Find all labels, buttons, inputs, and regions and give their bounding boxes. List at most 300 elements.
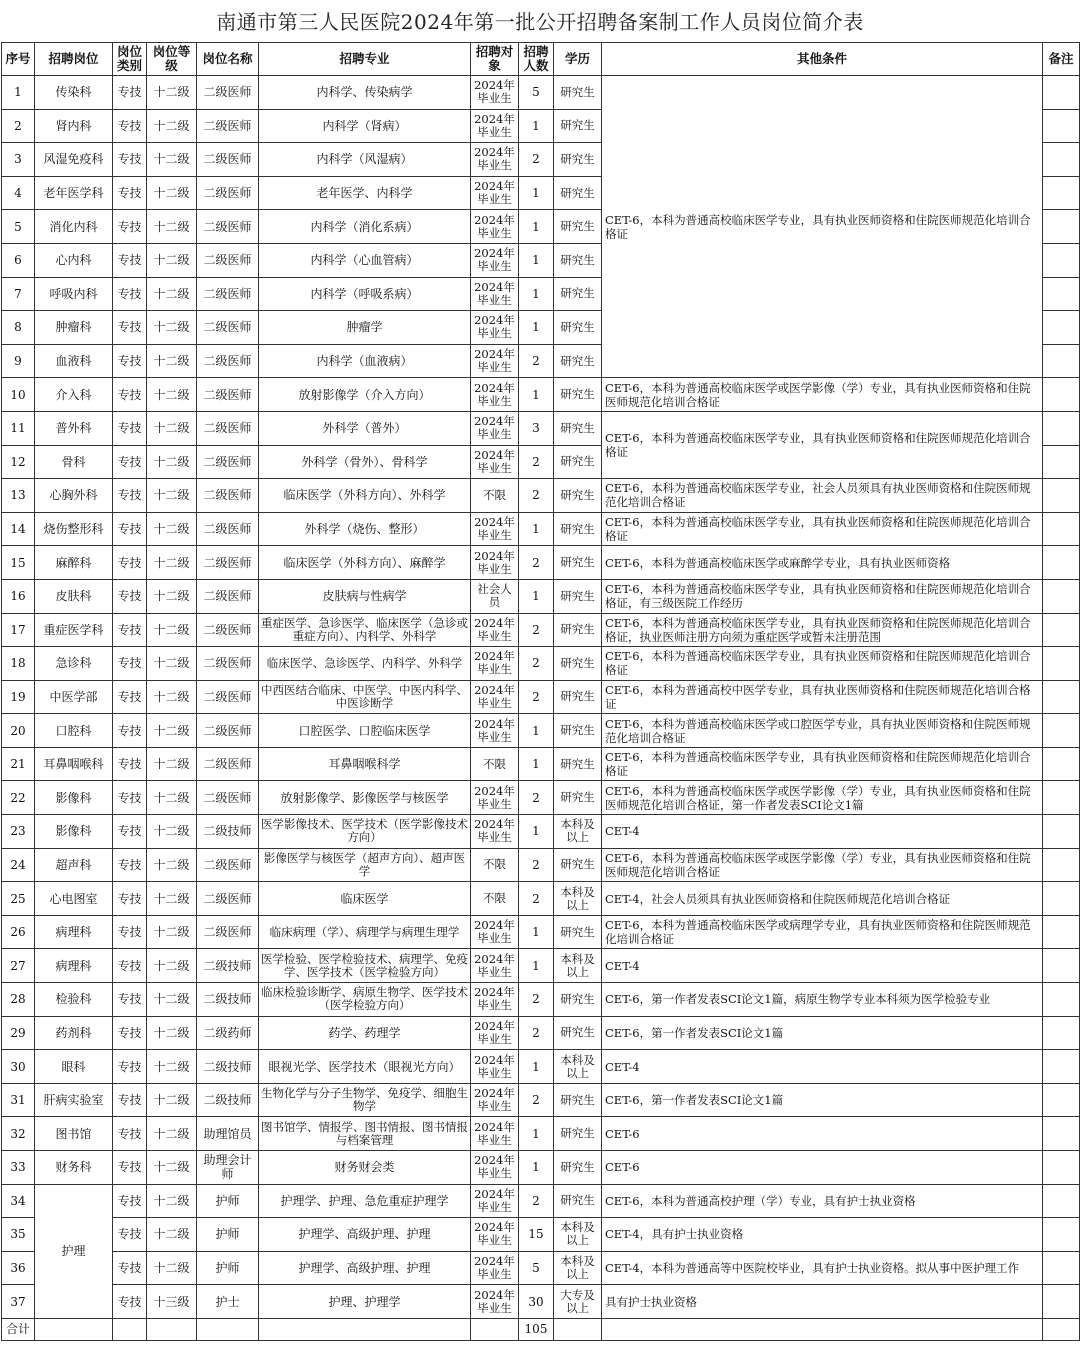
grade-cell: 十二级 bbox=[147, 983, 197, 1017]
education-cell: 研究生 bbox=[554, 1117, 602, 1151]
major-cell: 护理、护理学 bbox=[259, 1285, 471, 1319]
table-row bbox=[2, 411, 1080, 445]
grade-cell: 十二级 bbox=[147, 479, 197, 513]
position-cell: 普外科 bbox=[35, 411, 113, 445]
count-cell: 3 bbox=[519, 411, 554, 445]
count-cell: 1 bbox=[519, 210, 554, 244]
position-cell: 消化内科 bbox=[35, 210, 113, 244]
grade-cell: 十二级 bbox=[147, 747, 197, 781]
education-cell: 研究生 bbox=[554, 243, 602, 277]
grade-cell: 十二级 bbox=[147, 210, 197, 244]
conditions-cell: CET-4，社会人员须具有执业医师资格和住院医师规范化培训合格证 bbox=[602, 882, 1043, 916]
job-title-cell: 二级医师 bbox=[197, 277, 259, 311]
category-cell: 专技 bbox=[113, 1117, 147, 1151]
category-cell: 专技 bbox=[113, 647, 147, 681]
grade-cell: 十二级 bbox=[147, 1151, 197, 1185]
category-cell: 专技 bbox=[113, 848, 147, 882]
target-cell: 2024年毕业生 bbox=[471, 311, 519, 345]
job-title-cell: 二级医师 bbox=[197, 882, 259, 916]
major-cell: 内科学（心血管病） bbox=[259, 243, 471, 277]
education-cell: 研究生 bbox=[554, 109, 602, 143]
grade-cell: 十二级 bbox=[147, 109, 197, 143]
target-cell: 不限 bbox=[471, 848, 519, 882]
education-cell: 大专及以上 bbox=[554, 1285, 602, 1319]
grade-cell: 十二级 bbox=[147, 848, 197, 882]
grade-cell: 十二级 bbox=[147, 613, 197, 647]
target-cell: 2024年毕业生 bbox=[471, 781, 519, 815]
position-cell: 心内科 bbox=[35, 243, 113, 277]
count-cell: 2 bbox=[519, 445, 554, 479]
education-cell: 研究生 bbox=[554, 848, 602, 882]
job-title-cell: 二级医师 bbox=[197, 76, 259, 110]
grade-cell: 十二级 bbox=[147, 579, 197, 613]
count-cell: 1 bbox=[519, 512, 554, 546]
count-cell: 2 bbox=[519, 613, 554, 647]
category-cell: 专技 bbox=[113, 815, 147, 849]
conditions-cell: CET-4，本科为普通高等中医院校毕业，具有护士执业资格。拟从事中医护理工作 bbox=[602, 1251, 1043, 1285]
category-cell: 专技 bbox=[113, 76, 147, 110]
count-cell: 2 bbox=[519, 848, 554, 882]
count-cell: 1 bbox=[519, 949, 554, 983]
table-row bbox=[2, 1151, 1080, 1185]
count-cell: 1 bbox=[519, 1117, 554, 1151]
target-cell: 2024年毕业生 bbox=[471, 176, 519, 210]
remarks-cell bbox=[1043, 1251, 1080, 1285]
category-cell: 专技 bbox=[113, 1218, 147, 1252]
row-number: 7 bbox=[2, 277, 35, 311]
major-cell: 内科学（消化系病） bbox=[259, 210, 471, 244]
table-row bbox=[2, 747, 1080, 781]
table-row bbox=[2, 613, 1080, 647]
remarks-cell bbox=[1043, 378, 1080, 412]
category-cell: 专技 bbox=[113, 949, 147, 983]
conditions-cell: CET-6 bbox=[602, 1117, 1043, 1151]
position-cell: 超声科 bbox=[35, 848, 113, 882]
target-cell: 2024年毕业生 bbox=[471, 210, 519, 244]
job-title-cell: 二级医师 bbox=[197, 680, 259, 714]
target-cell: 2024年毕业生 bbox=[471, 445, 519, 479]
total-empty-cell bbox=[147, 1318, 197, 1340]
category-cell: 专技 bbox=[113, 882, 147, 916]
category-cell: 专技 bbox=[113, 512, 147, 546]
position-cell: 老年医学科 bbox=[35, 176, 113, 210]
category-cell: 专技 bbox=[113, 311, 147, 345]
grade-cell: 十二级 bbox=[147, 76, 197, 110]
row-number: 4 bbox=[2, 176, 35, 210]
education-cell: 研究生 bbox=[554, 983, 602, 1017]
grade-cell: 十二级 bbox=[147, 781, 197, 815]
table-row bbox=[2, 983, 1080, 1017]
remarks-cell bbox=[1043, 1050, 1080, 1084]
major-cell: 临床医学（外科方向）、麻醉学 bbox=[259, 546, 471, 580]
position-cell: 耳鼻咽喉科 bbox=[35, 747, 113, 781]
education-cell: 研究生 bbox=[554, 344, 602, 378]
row-number: 23 bbox=[2, 815, 35, 849]
header-cell: 招聘岗位 bbox=[35, 43, 113, 76]
category-cell: 专技 bbox=[113, 445, 147, 479]
category-cell: 专技 bbox=[113, 747, 147, 781]
remarks-cell bbox=[1043, 680, 1080, 714]
job-title-cell: 护士 bbox=[197, 1285, 259, 1319]
grade-cell: 十二级 bbox=[147, 680, 197, 714]
table-row bbox=[2, 1050, 1080, 1084]
row-number: 26 bbox=[2, 915, 35, 949]
category-cell: 专技 bbox=[113, 1285, 147, 1319]
grade-cell: 十二级 bbox=[147, 815, 197, 849]
education-cell: 研究生 bbox=[554, 512, 602, 546]
education-cell: 研究生 bbox=[554, 210, 602, 244]
education-cell: 研究生 bbox=[554, 915, 602, 949]
row-number: 9 bbox=[2, 344, 35, 378]
target-cell: 不限 bbox=[471, 479, 519, 513]
education-cell: 研究生 bbox=[554, 647, 602, 681]
major-cell: 护理学、高级护理、护理 bbox=[259, 1251, 471, 1285]
education-cell: 研究生 bbox=[554, 546, 602, 580]
category-cell: 专技 bbox=[113, 714, 147, 748]
count-cell: 1 bbox=[519, 311, 554, 345]
target-cell: 2024年毕业生 bbox=[471, 915, 519, 949]
count-cell: 1 bbox=[519, 109, 554, 143]
job-title-cell: 二级医师 bbox=[197, 848, 259, 882]
count-cell: 2 bbox=[519, 882, 554, 916]
row-number: 36 bbox=[2, 1251, 35, 1285]
position-cell: 肝病实验室 bbox=[35, 1083, 113, 1117]
major-cell: 临床检验诊断学、病原生物学、医学技术（医学检验方向） bbox=[259, 983, 471, 1017]
major-cell: 重症医学、急诊医学、临床医学（急诊或重症方向）、内科学、外科学 bbox=[259, 613, 471, 647]
conditions-cell: CET-6，本科为普通高校临床医学专业，具有执业医师资格和住院医师规范化培训合格证 bbox=[602, 647, 1043, 681]
grade-cell: 十二级 bbox=[147, 1218, 197, 1252]
education-cell: 研究生 bbox=[554, 1016, 602, 1050]
row-number: 33 bbox=[2, 1151, 35, 1185]
target-cell: 社会人员 bbox=[471, 579, 519, 613]
position-cell: 肾内科 bbox=[35, 109, 113, 143]
grade-cell: 十二级 bbox=[147, 143, 197, 177]
row-number: 10 bbox=[2, 378, 35, 412]
header-cell: 其他条件 bbox=[602, 43, 1043, 76]
grade-cell: 十二级 bbox=[147, 176, 197, 210]
education-cell: 本科及以上 bbox=[554, 882, 602, 916]
remarks-cell bbox=[1043, 882, 1080, 916]
major-cell: 外科学（普外） bbox=[259, 411, 471, 445]
row-number: 29 bbox=[2, 1016, 35, 1050]
count-cell: 30 bbox=[519, 1285, 554, 1319]
remarks-cell bbox=[1043, 579, 1080, 613]
position-cell: 影像科 bbox=[35, 781, 113, 815]
major-cell: 生物化学与分子生物学、免疫学、细胞生物学 bbox=[259, 1083, 471, 1117]
table-row bbox=[2, 1285, 1080, 1319]
job-title-cell: 二级药师 bbox=[197, 1016, 259, 1050]
job-title-cell: 二级医师 bbox=[197, 747, 259, 781]
job-title-cell: 二级医师 bbox=[197, 109, 259, 143]
position-cell: 药剂科 bbox=[35, 1016, 113, 1050]
count-cell: 5 bbox=[519, 1251, 554, 1285]
education-cell: 本科及以上 bbox=[554, 1218, 602, 1252]
table-row bbox=[2, 1016, 1080, 1050]
count-cell: 2 bbox=[519, 143, 554, 177]
category-cell: 专技 bbox=[113, 344, 147, 378]
major-cell: 眼视光学、医学技术（眼视光方向） bbox=[259, 1050, 471, 1084]
table-row bbox=[2, 579, 1080, 613]
row-number: 22 bbox=[2, 781, 35, 815]
grade-cell: 十二级 bbox=[147, 714, 197, 748]
major-cell: 口腔医学、口腔临床医学 bbox=[259, 714, 471, 748]
major-cell: 老年医学、内科学 bbox=[259, 176, 471, 210]
category-cell: 专技 bbox=[113, 277, 147, 311]
target-cell: 2024年毕业生 bbox=[471, 277, 519, 311]
row-number: 34 bbox=[2, 1184, 35, 1218]
category-cell: 专技 bbox=[113, 915, 147, 949]
count-cell: 2 bbox=[519, 647, 554, 681]
conditions-cell: CET-6，本科为普通高校临床医学或麻醉学专业，具有执业医师资格 bbox=[602, 546, 1043, 580]
page-title: 南通市第三人民医院2024年第一批公开招聘备案制工作人员岗位简介表 bbox=[216, 10, 864, 34]
count-cell: 1 bbox=[519, 1050, 554, 1084]
category-cell: 专技 bbox=[113, 109, 147, 143]
grade-cell: 十二级 bbox=[147, 277, 197, 311]
job-title-cell: 二级医师 bbox=[197, 647, 259, 681]
count-cell: 2 bbox=[519, 546, 554, 580]
major-cell: 内科学（风湿病） bbox=[259, 143, 471, 177]
target-cell: 2024年毕业生 bbox=[471, 1117, 519, 1151]
target-cell: 2024年毕业生 bbox=[471, 76, 519, 110]
grade-cell: 十二级 bbox=[147, 1016, 197, 1050]
job-title-cell: 二级技师 bbox=[197, 1083, 259, 1117]
total-empty-cell bbox=[113, 1318, 147, 1340]
row-number: 3 bbox=[2, 143, 35, 177]
category-cell: 专技 bbox=[113, 1184, 147, 1218]
table-row bbox=[2, 512, 1080, 546]
count-cell: 1 bbox=[519, 277, 554, 311]
table-row bbox=[2, 76, 1080, 110]
grade-cell: 十二级 bbox=[147, 1251, 197, 1285]
major-cell: 护理学、护理、急危重症护理学 bbox=[259, 1184, 471, 1218]
position-cell: 中医学部 bbox=[35, 680, 113, 714]
count-cell: 2 bbox=[519, 1016, 554, 1050]
major-cell: 外科学（烧伤、整形） bbox=[259, 512, 471, 546]
table-row bbox=[2, 680, 1080, 714]
total-empty-cell bbox=[35, 1318, 113, 1340]
grade-cell: 十二级 bbox=[147, 243, 197, 277]
conditions-cell: CET-4 bbox=[602, 949, 1043, 983]
remarks-cell bbox=[1043, 1218, 1080, 1252]
conditions-cell: CET-6，本科为普通高校临床医学专业，具有执业医师资格和住院医师规范化培训合格证，有三级医院工作经历 bbox=[602, 579, 1043, 613]
category-cell: 专技 bbox=[113, 1251, 147, 1285]
total-empty-cell bbox=[197, 1318, 259, 1340]
count-cell: 1 bbox=[519, 176, 554, 210]
conditions-cell: CET-6，本科为普通高校临床医学或口腔医学专业，具有执业医师资格和住院医师规范化培训合格证 bbox=[602, 714, 1043, 748]
major-cell: 外科学（骨外）、骨科学 bbox=[259, 445, 471, 479]
major-cell: 放射影像学、影像医学与核医学 bbox=[259, 781, 471, 815]
major-cell: 临床病理（学）、病理学与病理生理学 bbox=[259, 915, 471, 949]
category-cell: 专技 bbox=[113, 579, 147, 613]
remarks-cell bbox=[1043, 1083, 1080, 1117]
count-cell: 1 bbox=[519, 714, 554, 748]
grade-cell: 十二级 bbox=[147, 411, 197, 445]
remarks-cell bbox=[1043, 176, 1080, 210]
remarks-cell bbox=[1043, 1285, 1080, 1319]
major-cell: 肿瘤学 bbox=[259, 311, 471, 345]
education-cell: 研究生 bbox=[554, 680, 602, 714]
remarks-cell bbox=[1043, 714, 1080, 748]
target-cell: 2024年毕业生 bbox=[471, 143, 519, 177]
education-cell: 研究生 bbox=[554, 76, 602, 110]
education-cell: 研究生 bbox=[554, 176, 602, 210]
header-row bbox=[2, 43, 1080, 76]
grade-cell: 十二级 bbox=[147, 311, 197, 345]
job-title-cell: 二级医师 bbox=[197, 176, 259, 210]
total-row bbox=[2, 1318, 1080, 1340]
grade-cell: 十二级 bbox=[147, 1184, 197, 1218]
conditions-cell: CET-4，具有护士执业资格 bbox=[602, 1218, 1043, 1252]
target-cell: 2024年毕业生 bbox=[471, 714, 519, 748]
position-cell: 呼吸内科 bbox=[35, 277, 113, 311]
major-cell: 放射影像学（介入方向） bbox=[259, 378, 471, 412]
education-cell: 本科及以上 bbox=[554, 949, 602, 983]
job-title-cell: 二级医师 bbox=[197, 344, 259, 378]
position-cell: 口腔科 bbox=[35, 714, 113, 748]
target-cell: 2024年毕业生 bbox=[471, 815, 519, 849]
count-cell: 2 bbox=[519, 1184, 554, 1218]
table-row bbox=[2, 1184, 1080, 1218]
major-cell: 医学影像技术、医学技术（医学影像技术方向） bbox=[259, 815, 471, 849]
position-cell: 病理科 bbox=[35, 915, 113, 949]
table-row bbox=[2, 848, 1080, 882]
education-cell: 本科及以上 bbox=[554, 1050, 602, 1084]
remarks-cell bbox=[1043, 445, 1080, 479]
row-number: 11 bbox=[2, 411, 35, 445]
position-cell: 血液科 bbox=[35, 344, 113, 378]
row-number: 5 bbox=[2, 210, 35, 244]
grade-cell: 十二级 bbox=[147, 949, 197, 983]
category-cell: 专技 bbox=[113, 781, 147, 815]
grade-cell: 十二级 bbox=[147, 445, 197, 479]
total-empty-cell bbox=[259, 1318, 471, 1340]
row-number: 25 bbox=[2, 882, 35, 916]
row-number: 31 bbox=[2, 1083, 35, 1117]
remarks-cell bbox=[1043, 277, 1080, 311]
conditions-cell: CET-6，本科为普通高校临床医学专业，具有执业医师资格和住院医师规范化培训合格证 bbox=[602, 747, 1043, 781]
table-row bbox=[2, 1218, 1080, 1252]
education-cell: 本科及以上 bbox=[554, 815, 602, 849]
major-cell: 影像医学与核医学（超声方向）、超声医学 bbox=[259, 848, 471, 882]
education-cell: 研究生 bbox=[554, 378, 602, 412]
remarks-cell bbox=[1043, 311, 1080, 345]
remarks-cell bbox=[1043, 143, 1080, 177]
category-cell: 专技 bbox=[113, 176, 147, 210]
header-cell: 招聘人数 bbox=[519, 43, 554, 76]
position-cell: 财务科 bbox=[35, 1151, 113, 1185]
row-number: 27 bbox=[2, 949, 35, 983]
total-label: 合计 bbox=[2, 1318, 35, 1340]
job-title-cell: 二级医师 bbox=[197, 479, 259, 513]
grade-cell: 十三级 bbox=[147, 1285, 197, 1319]
job-title-cell: 二级医师 bbox=[197, 714, 259, 748]
education-cell: 研究生 bbox=[554, 1083, 602, 1117]
education-cell: 研究生 bbox=[554, 579, 602, 613]
major-cell: 内科学（呼吸系病） bbox=[259, 277, 471, 311]
row-number: 1 bbox=[2, 76, 35, 110]
remarks-cell bbox=[1043, 983, 1080, 1017]
position-cell: 重症医学科 bbox=[35, 613, 113, 647]
job-title-cell: 护师 bbox=[197, 1251, 259, 1285]
target-cell: 2024年毕业生 bbox=[471, 1285, 519, 1319]
major-cell: 内科学（血液病） bbox=[259, 344, 471, 378]
job-title-cell: 二级医师 bbox=[197, 915, 259, 949]
target-cell: 2024年毕业生 bbox=[471, 411, 519, 445]
row-number: 30 bbox=[2, 1050, 35, 1084]
position-cell: 肿瘤科 bbox=[35, 311, 113, 345]
major-cell: 皮肤病与性病学 bbox=[259, 579, 471, 613]
table-row bbox=[2, 781, 1080, 815]
job-title-cell: 二级医师 bbox=[197, 445, 259, 479]
grade-cell: 十二级 bbox=[147, 1083, 197, 1117]
major-cell: 内科学、传染病学 bbox=[259, 76, 471, 110]
category-cell: 专技 bbox=[113, 210, 147, 244]
table-row bbox=[2, 714, 1080, 748]
remarks-cell bbox=[1043, 344, 1080, 378]
target-cell: 2024年毕业生 bbox=[471, 546, 519, 580]
position-cell: 急诊科 bbox=[35, 647, 113, 681]
row-number: 2 bbox=[2, 109, 35, 143]
grade-cell: 十二级 bbox=[147, 1050, 197, 1084]
major-cell: 临床医学 bbox=[259, 882, 471, 916]
job-title-cell: 二级医师 bbox=[197, 781, 259, 815]
remarks-cell bbox=[1043, 1184, 1080, 1218]
major-cell: 临床医学、急诊医学、内科学、外科学 bbox=[259, 647, 471, 681]
count-cell: 1 bbox=[519, 915, 554, 949]
remarks-cell bbox=[1043, 411, 1080, 445]
count-cell: 5 bbox=[519, 76, 554, 110]
row-number: 14 bbox=[2, 512, 35, 546]
row-number: 32 bbox=[2, 1117, 35, 1151]
remarks-cell bbox=[1043, 915, 1080, 949]
conditions-cell: CET-6，本科为普通高校临床医学或病理学专业，具有执业医师资格和住院医师规范化培训合格证 bbox=[602, 915, 1043, 949]
remarks-cell bbox=[1043, 109, 1080, 143]
category-cell: 专技 bbox=[113, 1016, 147, 1050]
remarks-cell bbox=[1043, 1117, 1080, 1151]
header-cell: 招聘专业 bbox=[259, 43, 471, 76]
education-cell: 研究生 bbox=[554, 311, 602, 345]
position-cell: 检验科 bbox=[35, 983, 113, 1017]
table-row bbox=[2, 546, 1080, 580]
row-number: 18 bbox=[2, 647, 35, 681]
target-cell: 不限 bbox=[471, 747, 519, 781]
major-cell: 内科学（肾病） bbox=[259, 109, 471, 143]
remarks-cell bbox=[1043, 647, 1080, 681]
row-number: 16 bbox=[2, 579, 35, 613]
row-number: 15 bbox=[2, 546, 35, 580]
target-cell: 2024年毕业生 bbox=[471, 1184, 519, 1218]
header-cell: 备注 bbox=[1043, 43, 1080, 76]
count-cell: 1 bbox=[519, 243, 554, 277]
job-title-cell: 二级医师 bbox=[197, 143, 259, 177]
target-cell: 2024年毕业生 bbox=[471, 949, 519, 983]
header-cell: 岗位等级 bbox=[147, 43, 197, 76]
count-cell: 2 bbox=[519, 983, 554, 1017]
target-cell: 不限 bbox=[471, 882, 519, 916]
major-cell: 中西医结合临床、中医学、中医内科学、中医诊断学 bbox=[259, 680, 471, 714]
remarks-cell bbox=[1043, 949, 1080, 983]
conditions-cell: CET-6，本科为普通高校临床医学专业，具有执业医师资格和住院医师规范化培训合格证，执业医师注册方向须为重症医学或暂未注册范围 bbox=[602, 613, 1043, 647]
target-cell: 2024年毕业生 bbox=[471, 983, 519, 1017]
row-number: 21 bbox=[2, 747, 35, 781]
target-cell: 2024年毕业生 bbox=[471, 613, 519, 647]
remarks-cell bbox=[1043, 747, 1080, 781]
position-cell: 风湿免疫科 bbox=[35, 143, 113, 177]
table-row bbox=[2, 1083, 1080, 1117]
conditions-cell: CET-6，本科为普通高校临床医学或医学影像（学）专业，具有执业医师资格和住院医师规范化培训合格证，第一作者发表SCI论文1篇 bbox=[602, 781, 1043, 815]
category-cell: 专技 bbox=[113, 1151, 147, 1185]
remarks-cell bbox=[1043, 210, 1080, 244]
